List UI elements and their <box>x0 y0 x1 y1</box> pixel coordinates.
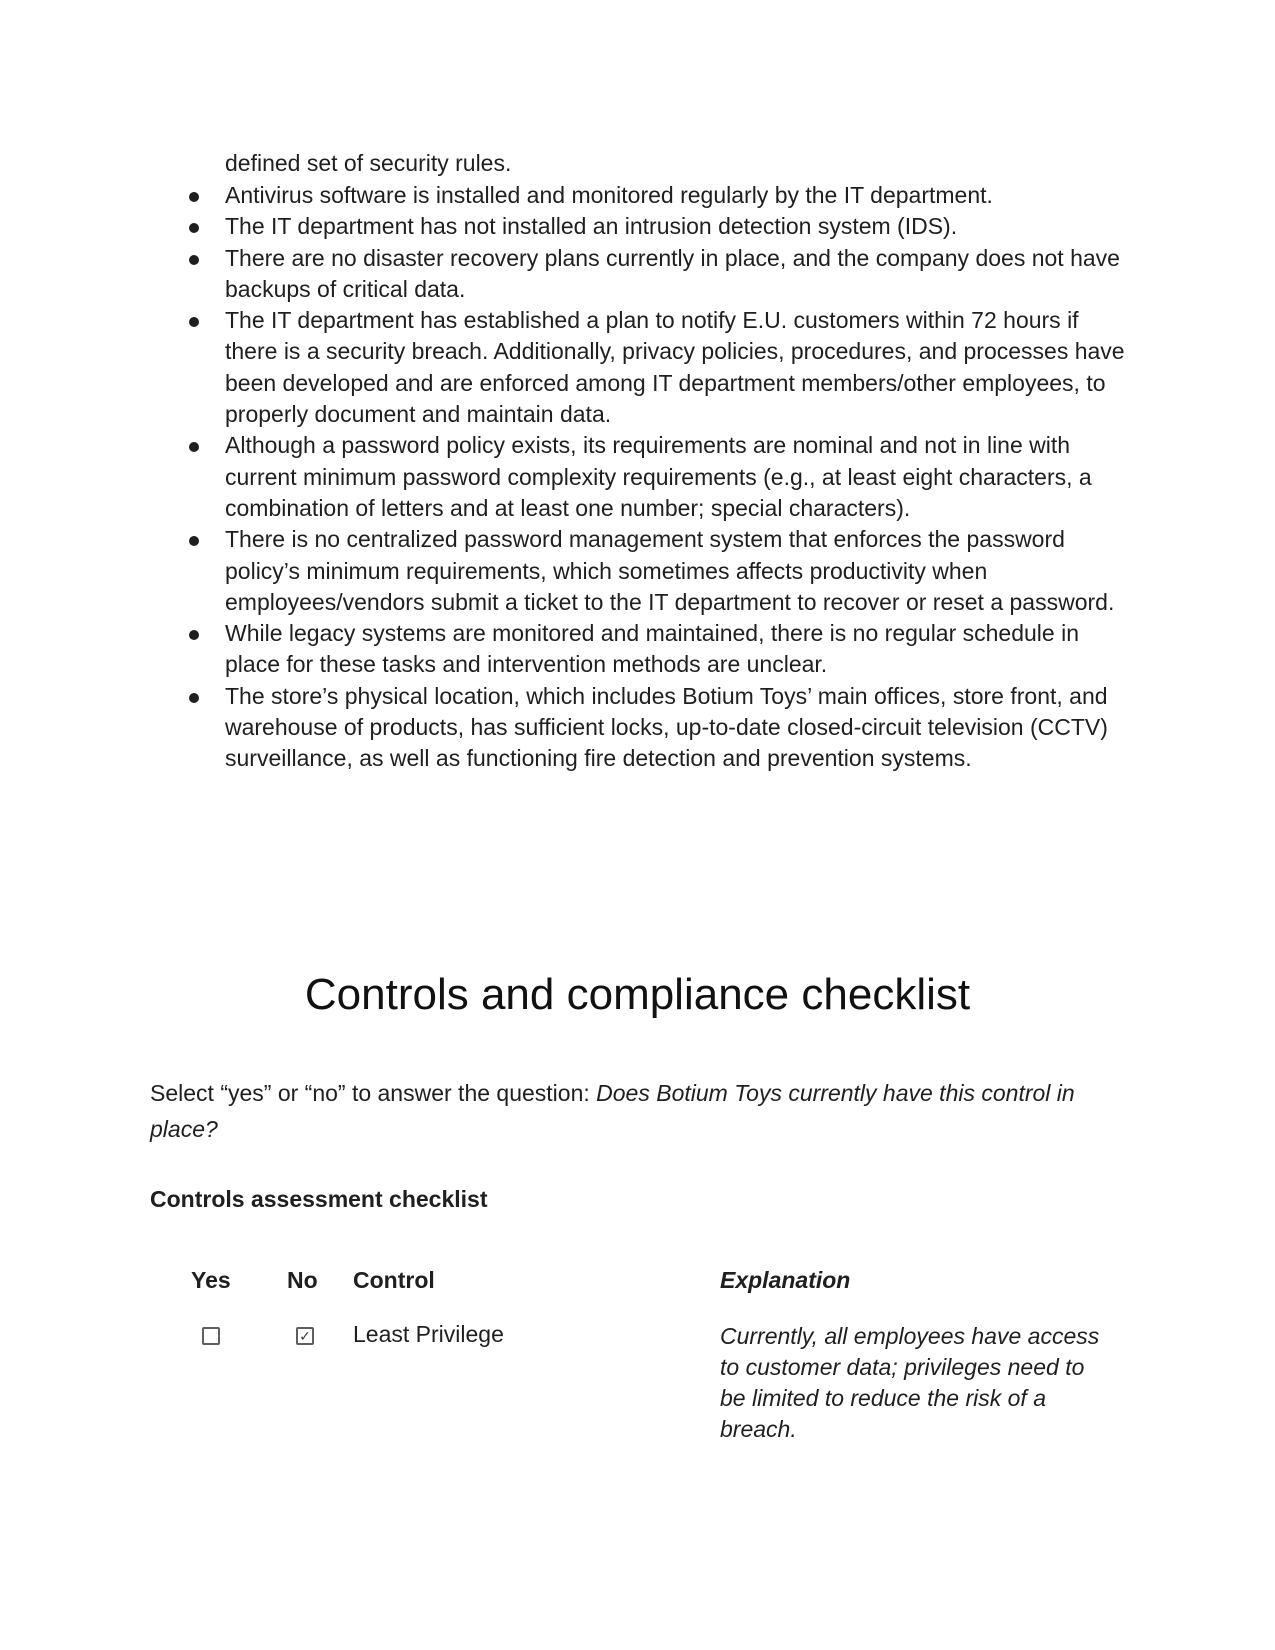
bullet-icon <box>189 223 199 233</box>
control-name: Least Privilege <box>353 1321 504 1347</box>
column-header-explanation: Explanation <box>720 1267 851 1293</box>
column-header-control: Control <box>353 1267 435 1293</box>
list-item <box>0 430 1125 524</box>
bullet-icon <box>189 192 199 202</box>
bullet-icon <box>189 693 199 703</box>
list-item-text: While legacy systems are monitored and maintained, there is no regular schedule in place for these tasks and intervention methods are unclear. <box>225 620 1079 678</box>
list-item-text: There are no disaster recovery plans currently in place, and the company does not have backups of critical data. <box>225 244 1120 302</box>
instruction-question: Does Botium Toys currently have this control in place? <box>150 1080 1075 1142</box>
list-item <box>0 243 1125 306</box>
bullet-icon <box>189 255 199 265</box>
list-item-text: Although a password policy exists, its requirements are nominal and not in line with current minimum password complexity requirements (e.g., at least eight characters, a combination of letters and at least one number; special characters). <box>225 432 1092 521</box>
list-item-text: Antivirus software is installed and monitored regularly by the IT department. <box>225 182 993 208</box>
bullet-icon <box>189 630 199 640</box>
list-item <box>0 211 1125 242</box>
instruction-text <box>150 1075 1110 1147</box>
bullet-icon <box>189 317 199 327</box>
control-explanation: Currently, all employees have access to customer data; privileges need to be limited to reduce the risk of a breach. <box>720 1323 1100 1442</box>
yes-checkbox[interactable] <box>202 1327 220 1345</box>
section-title: Controls and compliance checklist <box>304 970 971 1019</box>
column-header-no: No <box>287 1267 318 1293</box>
list-item <box>0 681 1125 775</box>
list-item-text: The IT department has not installed an intrusion detection system (IDS). <box>225 213 958 240</box>
check-icon: ✓ <box>299 1328 311 1344</box>
list-item <box>0 524 1125 618</box>
list-item <box>0 180 1125 211</box>
no-checkbox[interactable] <box>296 1327 314 1345</box>
findings-list <box>0 180 1275 775</box>
bullet-icon <box>189 442 199 452</box>
checklist-heading: Controls assessment checklist <box>150 1186 488 1212</box>
bullet-icon <box>189 536 199 546</box>
bullet-continuation: defined set of security rules. <box>225 150 512 176</box>
list-item <box>0 305 1125 430</box>
list-item-text: There is no centralized password management system that enforces the password policy’s minimum requirements, which sometimes affects productivity when employees/vendors submit a ticket to the IT department to recover or reset a password. <box>225 526 1115 615</box>
list-item-text: The IT department has established a plan to notify E.U. customers within 72 hours if there is a security breach. Additionally, privacy policies, procedures, and processes have been developed and are enforced among IT department members/other employees, to properly document and maintain data. <box>225 307 1125 428</box>
column-header-yes: Yes <box>191 1267 231 1293</box>
list-item-text: The store’s physical location, which includes Botium Toys’ main offices, store front, and warehouse of products, has sufficient locks, up-to-date closed-circuit television (CCTV) surveillance, as well as functioning fire detection and prevention systems. <box>225 682 1108 772</box>
instruction-prefix: Select “yes” or “no” to answer the question: <box>150 1080 597 1106</box>
list-item <box>0 618 1125 681</box>
